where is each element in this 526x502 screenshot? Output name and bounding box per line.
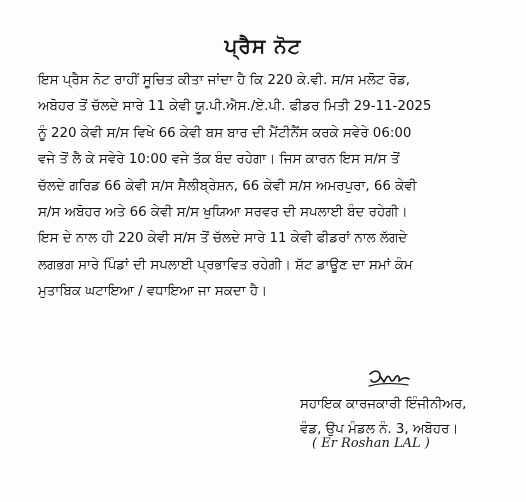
signatory-designation: ਸਹਾਇਕ ਕਾਰਜਕਾਰੀ ਇੰਜੀਨੀਅਰ, [300,397,467,412]
body-line: ਲਗਭਗ ਸਾਰੇ ਪਿੰਡਾਂ ਦੀ ਸਪਲਾਈ ਪ੍ਰਭਾਵਿਤ ਰਹੇਗੀ। ਸ਼ੱਟ ਡਾਊਣ ਦਾ ਸਮਾਂ ਕੰਮ [38,257,413,273]
body-line: ਵਜੇ ਤੋਂ ਲੈ ਕੇ ਸਵੇਰੇ 10:00 ਵਜੇ ਤੱਕ ਬੰਦ ਰਹੇਗਾ। ਜਿਸ ਕਾਰਨ ਇਸ ਸ/ਸ ਤੋਂ [38,152,400,168]
body-line: ਚੱਲਦੇ ਗਰਿਡ 66 ਕੇਵੀ ਸ/ਸ ਸੈਲੀਬ੍ਰੇਸ਼ਨ, 66 ਕੇਵੀ ਸ/ਸ ਅਮਰਪੁਰਾ, 66 ਕੇਵੀ [38,178,417,194]
handwritten-signature [366,368,412,392]
signatory-name: ( Er Roshan LAL ) [312,436,430,451]
body-line: ਅਬੋਹਰ ਤੋਂ ਚੱਲਦੇ ਸਾਰੇ 11 ਕੇਵੀ ਯੂ.ਪੀ.ਐਸ./ਏ.ਪੀ. ਫੀਡਰ ਮਿਤੀ 29-11-2025 [38,99,432,115]
body-line: ਇਸ ਦੇ ਨਾਲ ਹੀ 220 ਕੇਵੀ ਸ/ਸ ਤੋਂ ਚੱਲਦੇ ਸਾਰੇ 11 ਕੇਵੀ ਫੀਡਰਾਂ ਨਾਲ ਲੱਗਦੇ [38,231,408,247]
body-line: ਮੁਤਾਬਿਕ ਘਟਾਇਆ / ਵਧਾਇਆ ਜਾ ਸਕਦਾ ਹੈ। [38,284,268,300]
press-note-body [38,68,506,306]
body-line: ਸ/ਸ ਅਬੋਹਰ ਅਤੇ 66 ਕੇਵੀ ਸ/ਸ ਖੁਯਿਆ ਸਰਵਰ ਦੀ ਸਪਲਾਈ ਬੰਦ ਰਹੇਗੀ। [38,204,408,220]
body-line: ਨੂੰ 220 ਕੇਵੀ ਸ/ਸ ਵਿਖੇ 66 ਕੇਵੀ ਬਸ ਬਾਰ ਦੀ ਮੈਂਟੀਨੈਂਸ ਕਰਕੇ ਸਵੇਰੇ 06:00 [38,125,412,141]
signatory-office: ਵੰਡ, ਉਪ ਮੰਡਲ ਨੰ. 3, ਅਬੋਹਰ। [300,422,459,437]
body-line: ਇਸ ਪ੍ਰੈਸ ਨੋਟ ਰਾਹੀਂ ਸੂਚਿਤ ਕੀਤਾ ਜਾਂਦਾ ਹੈ ਕਿ 220 ਕੇ.ਵੀ. ਸ/ਸ ਮਲੋਟ ਰੋਡ, [38,73,411,88]
page-title: ਪ੍ਰੈਸ ਨੋਟ [224,34,302,58]
